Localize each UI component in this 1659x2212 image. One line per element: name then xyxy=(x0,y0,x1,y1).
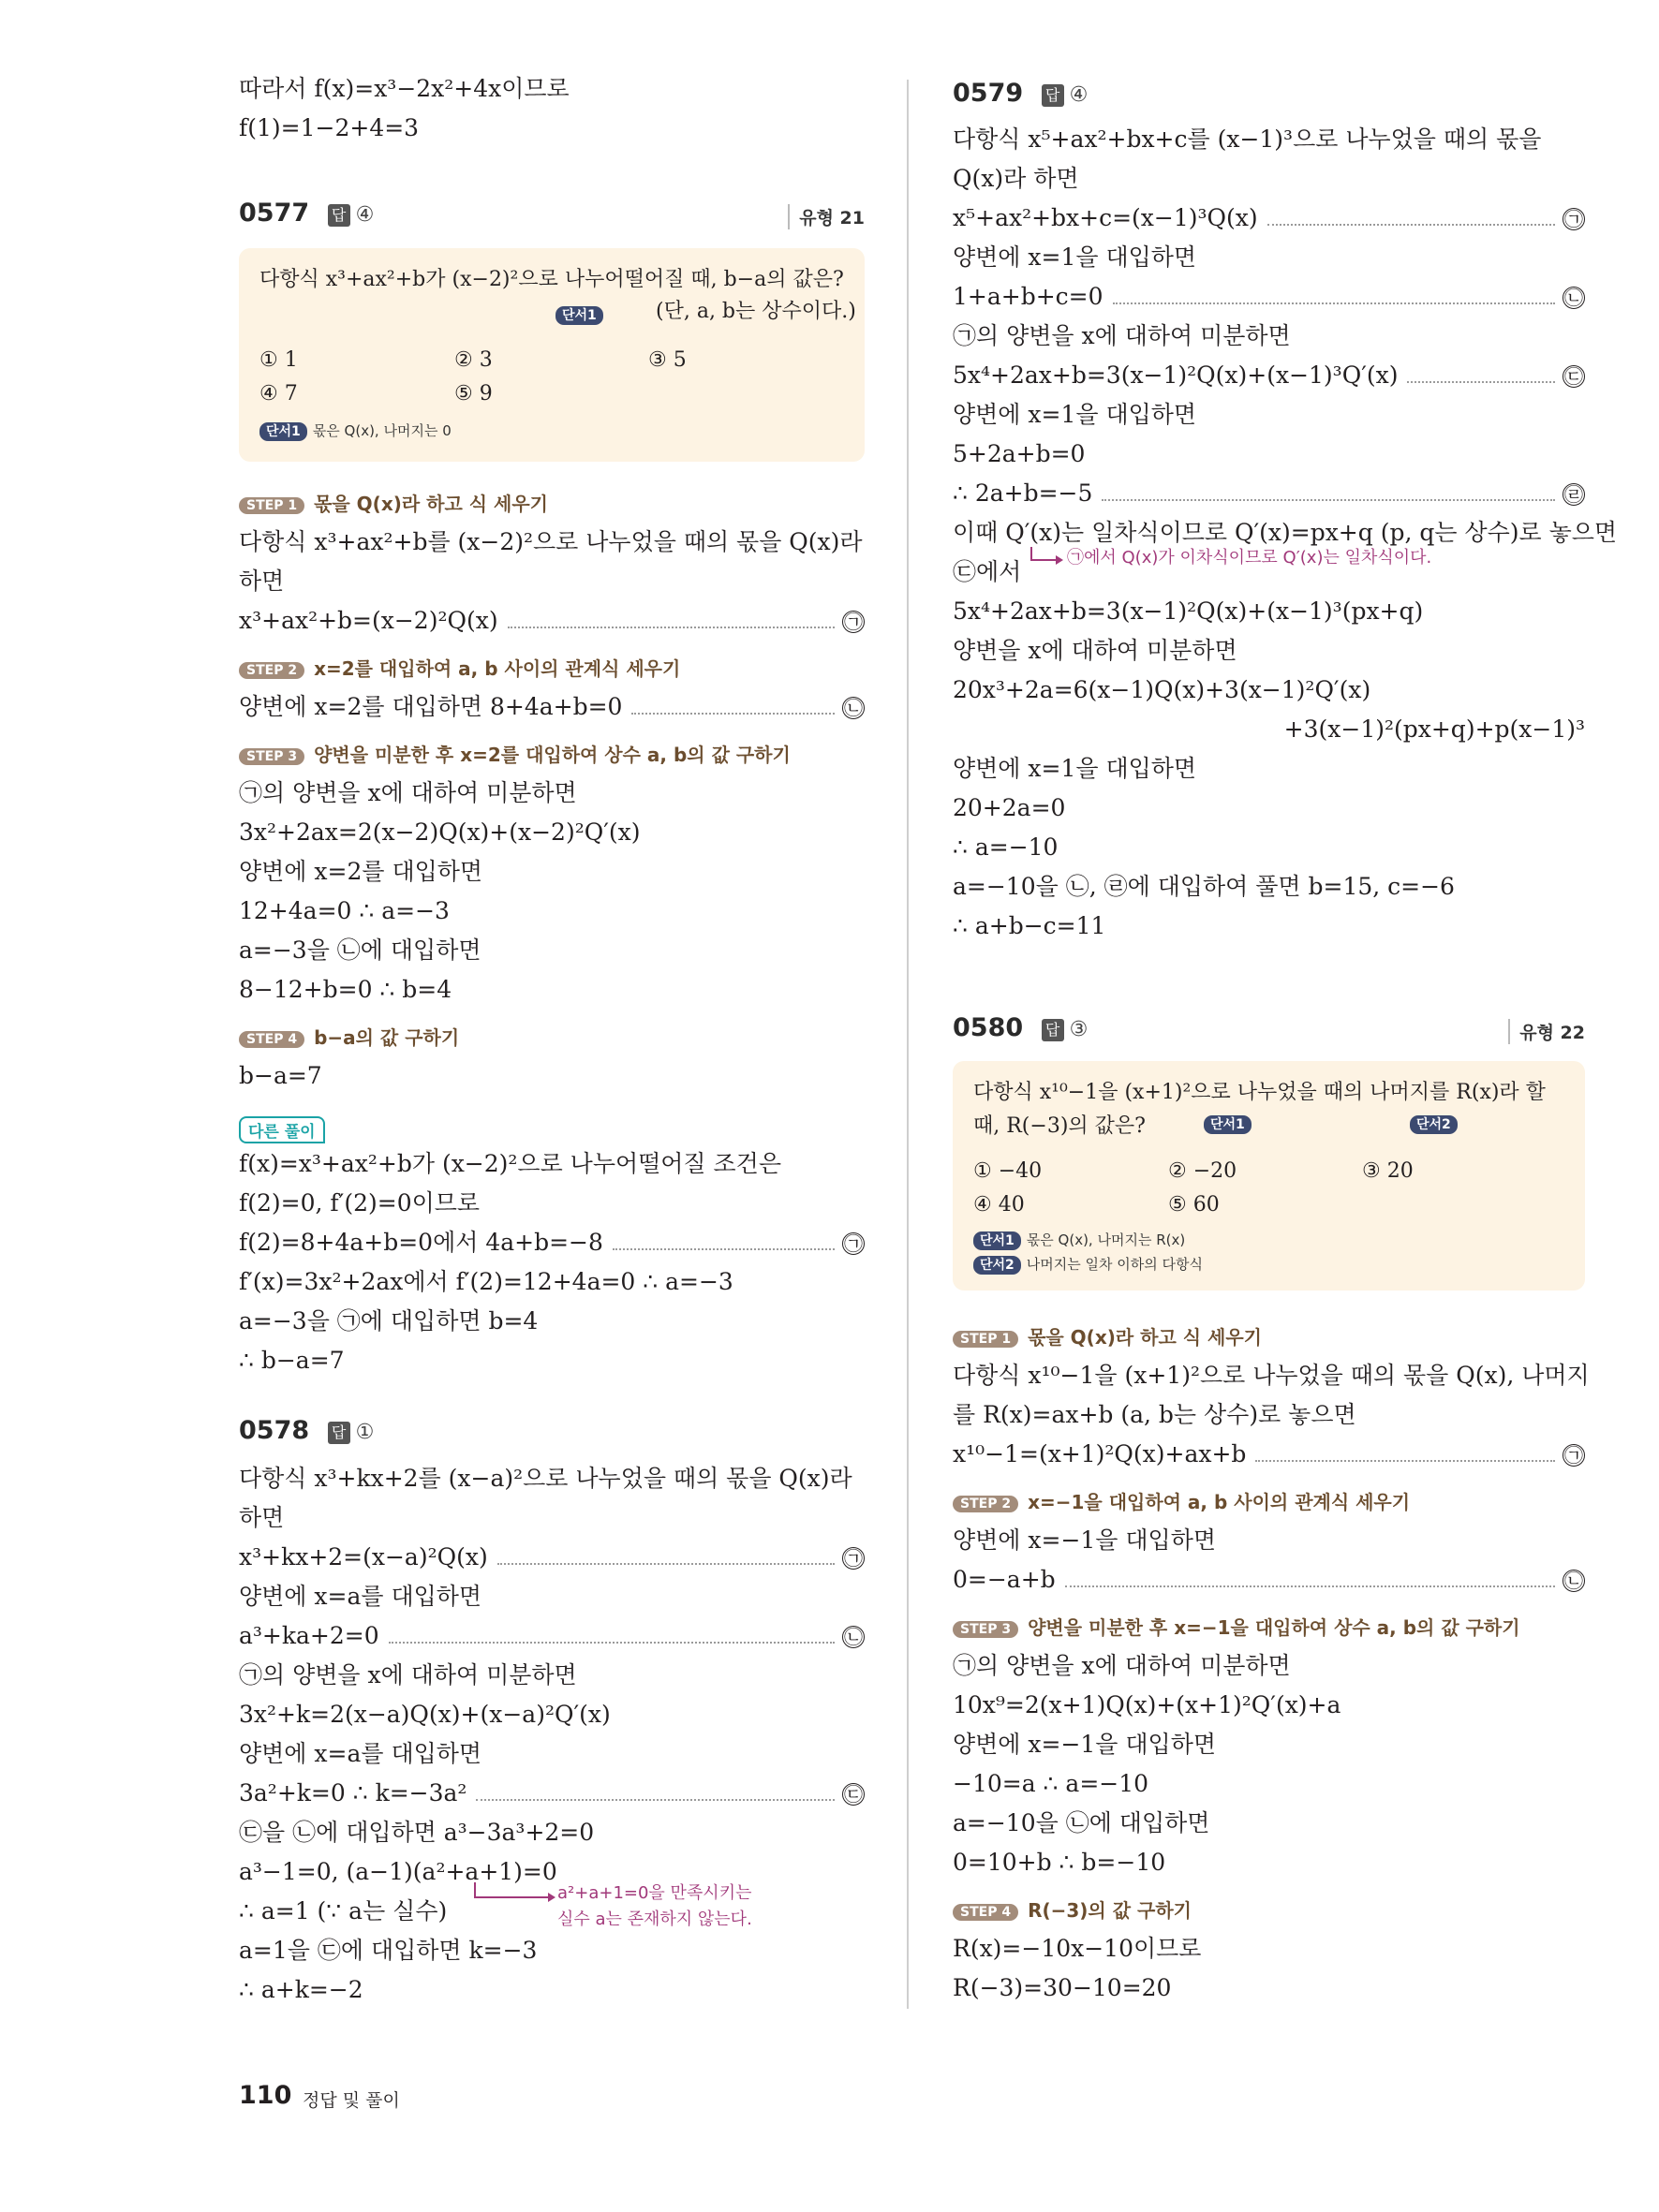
text-line: R(x)=−10x−10이므로 xyxy=(953,1935,1202,1962)
annotation-note: ㉠에서 Q(x)가 이차식이므로 Q′(x)는 일차식이다. xyxy=(1067,548,1432,568)
text-line: a=−10을 ㉡에 대입하면 xyxy=(953,1809,1210,1836)
answer-badge: 답 xyxy=(1042,84,1064,107)
step-heading xyxy=(239,740,791,767)
leader-dots xyxy=(476,1799,835,1801)
answer-value: ④ xyxy=(1069,83,1089,107)
text-line: 양변에 x=2를 대입하면 xyxy=(239,858,483,885)
circled-mark: ㉠ xyxy=(844,611,863,633)
circled-mark: ㉡ xyxy=(1564,287,1583,309)
annotation-note: a²+a+1=0을 만족시키는 xyxy=(557,1883,752,1903)
leader-dots xyxy=(613,1248,835,1250)
text-line: 3x²+2ax=2(x−2)Q(x)+(x−2)²Q′(x) xyxy=(239,818,641,846)
text-line: a=−10을 ㉡, ㉣에 대입하여 풀면 b=15, c=−6 xyxy=(953,873,1455,900)
text-line: ㉠의 양변을 x에 대하여 미분하면 xyxy=(953,1652,1291,1679)
equation-line xyxy=(953,361,1585,390)
problem-text: 다항식 x¹⁰−1을 (x+1)²으로 나누었을 때의 나머지를 R(x)라 할 xyxy=(973,1081,1546,1104)
circled-mark: ㉠ xyxy=(844,1547,863,1570)
leader-dots xyxy=(1113,302,1555,304)
text-line: 하면 xyxy=(239,1504,285,1531)
problem-header-0580 xyxy=(953,1013,1088,1042)
text-line: ㉠의 양변을 x에 대하여 미분하면 xyxy=(239,1661,577,1688)
hint-line xyxy=(259,417,452,444)
equation-text: 1+a+b+c=0 xyxy=(953,283,1104,310)
choice: ③ 20 xyxy=(1362,1159,1414,1183)
hint-line xyxy=(973,1250,1203,1277)
answer-value: ③ xyxy=(1069,1018,1089,1041)
problem-number: 0580 xyxy=(953,1013,1024,1042)
leader-dots xyxy=(631,713,835,715)
annotation-note: 실수 a는 존재하지 않는다. xyxy=(557,1910,752,1929)
answer-badge: 답 xyxy=(328,1422,350,1444)
equation-line xyxy=(953,1440,1585,1468)
answer-label xyxy=(1042,1018,1089,1041)
text-line: f(x)=x³+ax²+b가 (x−2)²으로 나누어떨어질 조건은 xyxy=(239,1150,781,1177)
hint-text: 나머지는 일차 이하의 다항식 xyxy=(1026,1256,1203,1273)
equation-text: f(2)=8+4a+b=0에서 4a+b=−8 xyxy=(239,1229,603,1256)
column-divider xyxy=(907,80,909,2009)
problem-header-0577 xyxy=(239,199,374,228)
step-badge: STEP 1 xyxy=(239,497,304,514)
equation-line xyxy=(239,1229,865,1257)
hint-marker xyxy=(1410,1110,1458,1136)
step-title: x=2를 대입하여 a, b 사이의 관계식 세우기 xyxy=(314,657,681,680)
text-line: 12+4a=0 ∴ a=−3 xyxy=(239,897,450,924)
text-line: ㉢에서 xyxy=(953,558,1022,585)
equation-text: 양변에 x=2를 대입하면 8+4a+b=0 xyxy=(239,693,623,720)
step-title: 양변을 미분한 후 x=−1을 대입하여 상수 a, b의 값 구하기 xyxy=(1028,1616,1520,1639)
problem-box-0577 xyxy=(239,248,865,462)
choice: ④ 40 xyxy=(973,1193,1025,1217)
equation-line xyxy=(239,693,865,721)
answer-label xyxy=(1042,83,1089,107)
text-line: 양변에 x=1을 대입하면 xyxy=(953,243,1197,271)
text-line: Q(x)라 하면 xyxy=(953,165,1079,192)
equation-text: x³+kx+2=(x−a)²Q(x) xyxy=(239,1543,488,1571)
text-line: 이때 Q′(x)는 일차식이므로 Q′(x)=px+q (p, q는 상수)로 놓으면 xyxy=(953,519,1618,546)
step-badge: STEP 1 xyxy=(953,1331,1018,1348)
text-line: −10=a ∴ a=−10 xyxy=(953,1770,1149,1797)
choice: ⑤ 9 xyxy=(454,382,493,406)
equation-line xyxy=(953,283,1585,311)
footer-label: 정답 및 풀이 xyxy=(303,2090,400,2111)
problem-text: 다항식 x³+ax²+b가 (x−2)²으로 나누어떨어질 때, b−a의 값은? xyxy=(259,268,844,291)
step-heading xyxy=(239,1023,459,1050)
answer-badge: 답 xyxy=(1042,1019,1064,1041)
hint-pill: 단서1 xyxy=(555,306,603,325)
step-title: x=−1을 대입하여 a, b 사이의 관계식 세우기 xyxy=(1028,1491,1411,1513)
step-heading xyxy=(953,1613,1520,1640)
type-tag: 유형 21 xyxy=(788,204,865,229)
hint-pill: 단서2 xyxy=(973,1256,1021,1275)
equation-text: x³+ax²+b=(x−2)²Q(x) xyxy=(239,607,498,634)
answer-badge: 답 xyxy=(328,204,350,227)
text-line: 따라서 f(x)=x³−2x²+4x이므로 xyxy=(239,75,570,102)
leader-dots xyxy=(1065,1585,1555,1587)
step-badge: STEP 4 xyxy=(953,1904,1018,1921)
note-arrow xyxy=(473,1880,557,1918)
circled-mark: ㉡ xyxy=(844,1626,863,1648)
text-line: ㉠의 양변을 x에 대하여 미분하면 xyxy=(953,322,1291,349)
text-line: f′(x)=3x²+2ax에서 f′(2)=12+4a=0 ∴ a=−3 xyxy=(239,1268,733,1295)
leader-dots xyxy=(1102,499,1555,501)
answer-value: ① xyxy=(355,1421,375,1444)
text-line: ∴ a=−10 xyxy=(953,833,1059,861)
equation-text: x¹⁰−1=(x+1)²Q(x)+ax+b xyxy=(953,1440,1247,1467)
text-line: 8−12+b=0 ∴ b=4 xyxy=(239,976,452,1003)
step-title: 양변을 미분한 후 x=2를 대입하여 상수 a, b의 값 구하기 xyxy=(314,744,791,766)
equation-line xyxy=(239,1543,865,1571)
text-line: 다항식 x⁵+ax²+bx+c를 (x−1)³으로 나누었을 때의 몫을 xyxy=(953,125,1542,153)
circled-mark: ㉠ xyxy=(1564,208,1583,230)
text-line: a³−1=0, (a−1)(a²+a+1)=0 xyxy=(239,1858,557,1885)
step-badge: STEP 3 xyxy=(953,1621,1018,1638)
problem-number: 0577 xyxy=(239,199,310,228)
hint-text: 몫은 Q(x), 나머지는 R(x) xyxy=(1026,1231,1186,1248)
text-line: b−a=7 xyxy=(239,1062,322,1089)
leader-dots xyxy=(1407,381,1555,383)
text-line: 5x⁴+2ax+b=3(x−1)²Q(x)+(x−1)³(px+q) xyxy=(953,597,1424,625)
equation-text: 0=−a+b xyxy=(953,1566,1056,1593)
step-badge: STEP 2 xyxy=(953,1496,1018,1512)
hint-text: 몫은 Q(x), 나머지는 0 xyxy=(312,422,452,439)
choice: ⑤ 60 xyxy=(1168,1193,1220,1217)
leader-dots xyxy=(1267,224,1555,226)
leader-dots xyxy=(1255,1460,1555,1462)
text-line: 10x⁹=2(x+1)Q(x)+(x+1)²Q′(x)+a xyxy=(953,1691,1341,1718)
problem-condition: (단, a, b는 상수이다.) xyxy=(656,300,856,323)
equation-text: ∴ 2a+b=−5 xyxy=(953,479,1093,507)
text-line: +3(x−1)²(px+q)+p(x−1)³ xyxy=(1283,715,1585,743)
step-heading xyxy=(953,1322,1262,1349)
step-badge: STEP 2 xyxy=(239,662,304,679)
text-line: 양변에 x=−1을 대입하면 xyxy=(953,1526,1216,1554)
text-line: 를 R(x)=ax+b (a, b는 상수)로 놓으면 xyxy=(953,1401,1356,1428)
step-title: 몫을 Q(x)라 하고 식 세우기 xyxy=(1028,1326,1262,1349)
circled-mark: ㉠ xyxy=(844,1232,863,1255)
equation-text: a³+ka+2=0 xyxy=(239,1622,379,1649)
text-line: 양변에 x=a를 대입하면 xyxy=(239,1740,482,1767)
answer-value: ④ xyxy=(355,203,375,227)
problem-text: 때, R(−3)의 값은? xyxy=(973,1114,1146,1138)
step-heading xyxy=(953,1487,1410,1514)
hint-marker xyxy=(1204,1110,1252,1136)
text-line: 양변에 x=a를 대입하면 xyxy=(239,1583,482,1610)
page-number: 110 xyxy=(239,2081,292,2110)
equation-line xyxy=(239,1622,865,1650)
type-tag: 유형 22 xyxy=(1508,1019,1585,1044)
choice: ① 1 xyxy=(259,348,298,372)
text-line: 양변에 x=1을 대입하면 xyxy=(953,401,1197,428)
problem-box-0580 xyxy=(953,1061,1585,1290)
text-line: 하면 xyxy=(239,568,285,595)
text-line: 다항식 x³+kx+2를 (x−a)²으로 나누었을 때의 몫을 Q(x)라 xyxy=(239,1465,852,1492)
text-line: 양변을 x에 대하여 미분하면 xyxy=(953,637,1237,664)
choice: ① −40 xyxy=(973,1159,1043,1183)
alt-solution-label: 다른 풀이 xyxy=(239,1116,325,1143)
text-line: 3x²+k=2(x−a)Q(x)+(x−a)²Q′(x) xyxy=(239,1701,611,1728)
leader-dots xyxy=(508,627,835,628)
text-line: a=−3을 ㉡에 대입하면 xyxy=(239,936,481,964)
text-line: a=−3을 ㉠에 대입하면 b=4 xyxy=(239,1307,539,1335)
equation-text: x⁵+ax²+bx+c=(x−1)³Q(x) xyxy=(953,204,1258,231)
circled-mark: ㉡ xyxy=(1564,1570,1583,1592)
text-line: 양변에 x=−1을 대입하면 xyxy=(953,1731,1216,1758)
circled-mark: ㉠ xyxy=(1564,1444,1583,1467)
text-line: 5+2a+b=0 xyxy=(953,440,1086,467)
leader-dots xyxy=(497,1563,835,1565)
text-line: R(−3)=30−10=20 xyxy=(953,1974,1172,2001)
text-line: f(1)=1−2+4=3 xyxy=(239,114,420,141)
choice: ② 3 xyxy=(454,348,493,372)
text-line: 0=10+b ∴ b=−10 xyxy=(953,1849,1166,1876)
equation-line xyxy=(953,479,1585,508)
choice: ④ 7 xyxy=(259,382,298,406)
step-title: 몫을 Q(x)라 하고 식 세우기 xyxy=(314,493,548,515)
circled-mark: ㉣ xyxy=(1564,483,1583,506)
choice: ③ 5 xyxy=(648,348,687,372)
text-line: ∴ b−a=7 xyxy=(239,1347,345,1374)
problem-number: 0578 xyxy=(239,1416,310,1445)
answer-label xyxy=(328,203,375,227)
note-arrow xyxy=(1029,545,1067,573)
text-line: ㉢을 ㉡에 대입하면 a³−3a³+2=0 xyxy=(239,1819,595,1846)
text-line: ㉠의 양변을 x에 대하여 미분하면 xyxy=(239,779,577,806)
text-line: 20x³+2a=6(x−1)Q(x)+3(x−1)²Q′(x) xyxy=(953,676,1371,703)
hint-line xyxy=(973,1226,1185,1253)
text-line: ∴ a=1 (∵ a는 실수) xyxy=(239,1897,448,1924)
hint-marker xyxy=(555,301,603,327)
problem-number: 0579 xyxy=(953,79,1024,108)
circled-mark: ㉢ xyxy=(844,1783,863,1806)
hint-pill: 단서1 xyxy=(1204,1115,1252,1134)
equation-line xyxy=(239,1779,865,1807)
step-heading xyxy=(239,489,548,516)
hint-pill: 단서2 xyxy=(1410,1115,1458,1134)
step-heading xyxy=(239,654,680,681)
text-line: 20+2a=0 xyxy=(953,794,1066,821)
text-line: ∴ a+k=−2 xyxy=(239,1976,363,2003)
step-title: R(−3)의 값 구하기 xyxy=(1028,1899,1192,1922)
choice: ② −20 xyxy=(1168,1159,1237,1183)
hint-pill: 단서1 xyxy=(973,1231,1021,1250)
text-line: a=1을 ㉢에 대입하면 k=−3 xyxy=(239,1937,538,1964)
circled-mark: ㉡ xyxy=(844,697,863,719)
step-badge: STEP 4 xyxy=(239,1031,304,1048)
circled-mark: ㉢ xyxy=(1564,365,1583,388)
text-line: 다항식 x³+ax²+b를 (x−2)²으로 나누었을 때의 몫을 Q(x)라 xyxy=(239,528,863,555)
problem-header-0579 xyxy=(953,79,1088,108)
answer-label xyxy=(328,1421,375,1444)
text-line: ∴ a+b−c=11 xyxy=(953,912,1106,939)
text-line: f(2)=0, f′(2)=0이므로 xyxy=(239,1189,481,1217)
text-line: 양변에 x=1을 대입하면 xyxy=(953,755,1197,782)
problem-header-0578 xyxy=(239,1416,374,1445)
equation-text: 5x⁴+2ax+b=3(x−1)²Q(x)+(x−1)³Q′(x) xyxy=(953,361,1399,389)
equation-line xyxy=(953,1566,1585,1594)
equation-line xyxy=(239,607,865,635)
equation-line xyxy=(953,204,1585,232)
step-heading xyxy=(953,1895,1192,1923)
leader-dots xyxy=(389,1642,835,1644)
step-title: b−a의 값 구하기 xyxy=(314,1026,460,1049)
equation-text: 3a²+k=0 ∴ k=−3a² xyxy=(239,1779,467,1806)
hint-pill: 단서1 xyxy=(259,422,307,441)
step-badge: STEP 3 xyxy=(239,748,304,765)
text-line: 다항식 x¹⁰−1을 (x+1)²으로 나누었을 때의 몫을 Q(x), 나머지 xyxy=(953,1362,1590,1389)
